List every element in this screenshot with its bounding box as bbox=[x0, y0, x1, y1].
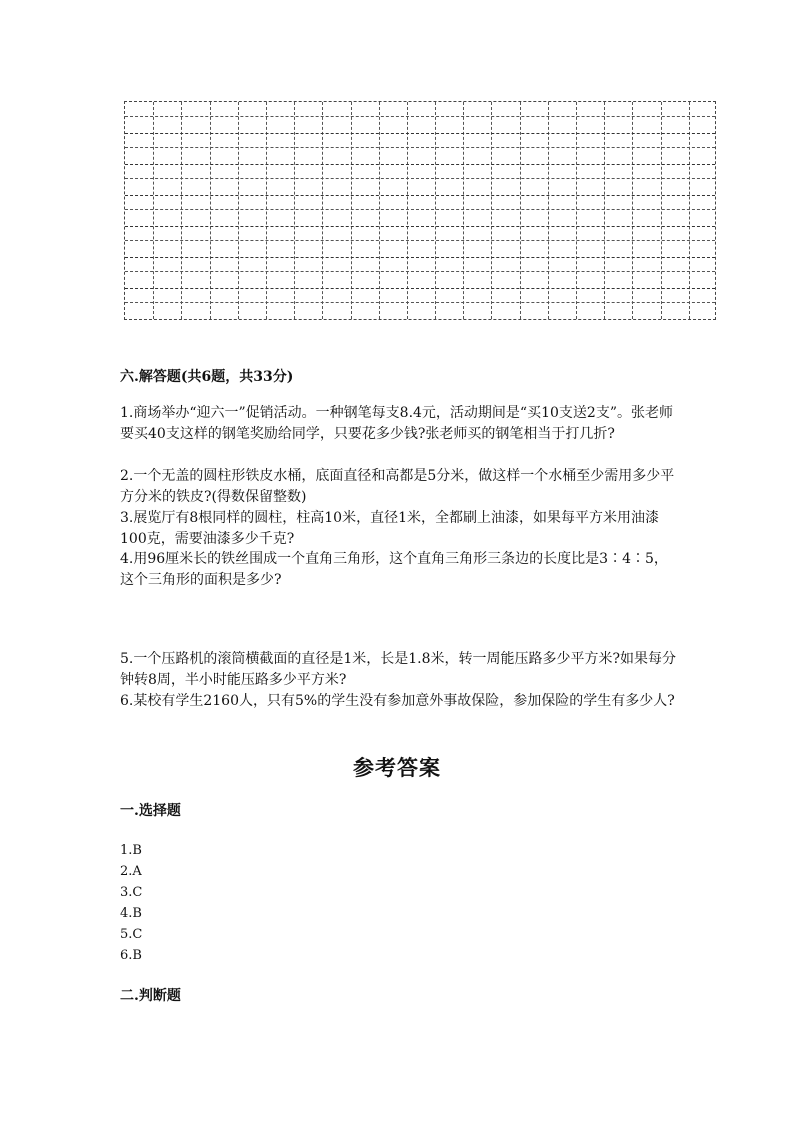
answers-part2-title: 二.判断题 bbox=[120, 988, 181, 1004]
section-title: 六.解答题(共6题，共33分) bbox=[120, 369, 294, 385]
grid-hline bbox=[125, 226, 715, 227]
question-1: 1.商场举办“迎六一”促销活动。一种钢笔每支8.4元，活动期间是“买10支送2支”。张老师要买40支这样的钢笔奖励给同学，只要花多少钱?张老师买的钢笔相当于打几折? bbox=[120, 405, 673, 442]
grid-vline bbox=[576, 102, 577, 319]
grid-hline bbox=[125, 147, 715, 148]
grid-hline bbox=[125, 209, 715, 210]
answer-item: 1.B bbox=[120, 843, 142, 858]
grid-vline bbox=[294, 102, 295, 319]
question-5: 5.一个压路机的滚筒横截面的直径是1米，长是1.8米，转一周能压路多少平方米?如果每分钟转8周，半小时能压路多少平方米? bbox=[120, 651, 677, 688]
question-6: 6.某校有学生2160人，只有5%的学生没有参加意外事故保险，参加保险的学生有多少人? bbox=[120, 693, 675, 709]
grid-hline bbox=[125, 178, 715, 179]
question-3: 3.展览厅有8根同样的圆柱，柱高10米，直径1米，全都刷上油漆，如果每平方米用油漆100克，需要油漆多少千克? bbox=[120, 510, 659, 547]
grid-vline bbox=[604, 102, 605, 319]
grid-hline bbox=[125, 257, 715, 258]
answer-item: 4.B bbox=[120, 906, 142, 921]
grid-vline bbox=[266, 102, 267, 319]
grid-hline bbox=[125, 288, 715, 289]
grid-vline bbox=[210, 102, 211, 319]
question-2: 2.一个无盖的圆柱形铁皮水桶，底面直径和高都是5分米，做这样一个水桶至少需用多少平方分米的铁皮?(得数保留整数) bbox=[120, 468, 675, 505]
grid-hline bbox=[125, 302, 715, 303]
grid-vline bbox=[351, 102, 352, 319]
grid-vline bbox=[632, 102, 633, 319]
grid-vline bbox=[689, 102, 690, 319]
grid-vline bbox=[238, 102, 239, 319]
grid-vline bbox=[322, 102, 323, 319]
grid-hline bbox=[125, 195, 715, 196]
grid-vline bbox=[181, 102, 182, 319]
question-4: 4.用96厘米长的铁丝围成一个直角三角形，这个直角三角形三条边的长度比是3∶4∶5，这个三角形的面积是多少? bbox=[120, 551, 668, 588]
grid-hline bbox=[125, 164, 715, 165]
answer-item: 5.C bbox=[120, 927, 143, 942]
grid-hline bbox=[125, 133, 715, 134]
grid-vline bbox=[153, 102, 154, 319]
writing-grid bbox=[124, 101, 716, 320]
answers-title: 参考答案 bbox=[353, 755, 441, 780]
answers-part1-title: 一.选择题 bbox=[120, 803, 181, 819]
grid-vline bbox=[548, 102, 549, 319]
answer-item: 3.C bbox=[120, 885, 143, 900]
grid-hline bbox=[125, 271, 715, 272]
grid-vline bbox=[661, 102, 662, 319]
grid-vline bbox=[379, 102, 380, 319]
grid-vline bbox=[520, 102, 521, 319]
grid-vline bbox=[407, 102, 408, 319]
answer-item: 2.A bbox=[120, 864, 142, 879]
answer-list bbox=[120, 840, 142, 966]
grid-hline bbox=[125, 240, 715, 241]
answer-item: 6.B bbox=[120, 948, 142, 963]
grid-vline bbox=[435, 102, 436, 319]
grid-vline bbox=[463, 102, 464, 319]
grid-hline bbox=[125, 116, 715, 117]
grid-vline bbox=[491, 102, 492, 319]
